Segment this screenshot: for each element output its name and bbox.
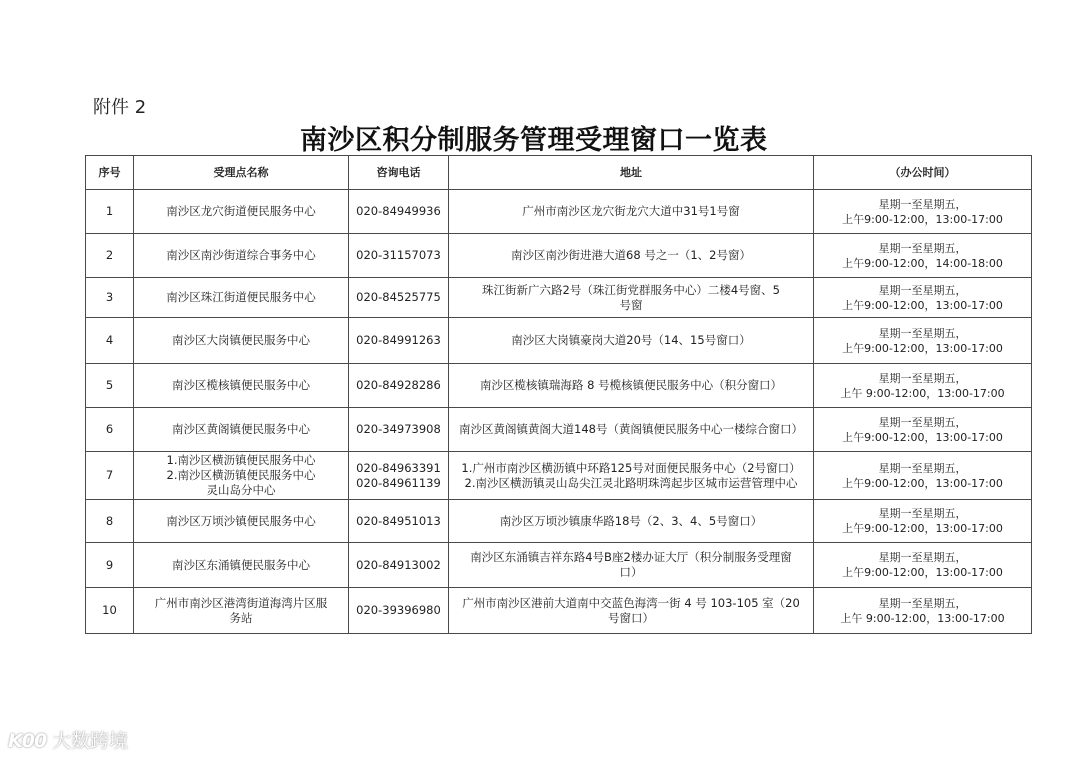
table-row	[86, 543, 1032, 588]
watermark-logo-icon: K00	[8, 730, 47, 752]
cell-hours	[814, 408, 1032, 452]
table-row	[86, 500, 1032, 543]
cell-address-line: 南沙区大岗镇豪岗大道20号（14、15号窗口）	[511, 333, 751, 347]
cell-address-line: 口）	[619, 565, 643, 579]
attachment-label: 附件 2	[93, 97, 147, 118]
cell-address	[449, 588, 814, 634]
watermark-text: 大数跨境	[52, 730, 129, 752]
cell-phone	[349, 318, 449, 364]
cell-phone-line: 020-84928286	[356, 378, 441, 392]
cell-hours	[814, 588, 1032, 634]
cell-address-line: 南沙区东涌镇吉祥东路4号B座2楼办证大厅（积分制服务受理窗	[470, 550, 792, 564]
cell-phone-line: 020-31157073	[356, 248, 441, 262]
cell-name	[134, 190, 349, 234]
table-row	[86, 588, 1032, 634]
cell-hours-line: 上午9:00-12:00，13:00-17:00	[842, 522, 1003, 535]
cell-address-line: 号窗	[619, 297, 643, 312]
cell-hours-line: 星期一至星期五，	[878, 507, 967, 520]
table-row	[86, 452, 1032, 500]
cell-hours	[814, 190, 1032, 234]
cell-phone-line: 020-84525775	[356, 290, 441, 304]
cell-name-line: 南沙区龙穴街道便民服务中心	[166, 204, 316, 218]
cell-phone	[349, 588, 449, 634]
cell-address	[449, 543, 814, 588]
cell-address	[449, 318, 814, 364]
table-row	[86, 278, 1032, 318]
cell-address	[449, 234, 814, 278]
cell-address-line: 南沙区南沙街进港大道68 号之一（1、2号窗）	[511, 248, 751, 262]
cell-name-line: 南沙区东涌镇便民服务中心	[172, 557, 310, 572]
cell-phone-line: 020-84991263	[356, 333, 441, 347]
cell-address-line: 广州市南沙区港前大道南中交蓝色海湾一街 4 号 103-105 室（20	[462, 595, 800, 610]
cell-no: 4	[86, 318, 134, 364]
cell-phone	[349, 543, 449, 588]
cell-hours	[814, 543, 1032, 588]
cell-hours-line: 星期一至星期五，	[878, 241, 967, 255]
cell-no: 5	[86, 364, 134, 408]
cell-phone-line: 020-84913002	[356, 557, 441, 572]
cell-hours	[814, 452, 1032, 500]
cell-address-line: 广州市南沙区龙穴街龙穴大道中31号1号窗	[522, 204, 740, 218]
cell-hours-line: 星期一至星期五，	[878, 283, 967, 297]
header-no: 序号	[86, 156, 134, 190]
table-row	[86, 190, 1032, 234]
document-title: 南沙区积分制服务管理受理窗口一览表	[300, 125, 768, 156]
cell-hours-line: 上午9:00-12:00，13:00-17:00	[842, 212, 1003, 226]
cell-phone-line: 020-39396980	[356, 603, 441, 617]
cell-hours-line: 上午9:00-12:00，13:00-17:00	[842, 476, 1003, 490]
cell-name	[134, 500, 349, 543]
cell-hours-line: 星期一至星期五，	[878, 596, 967, 610]
cell-hours-line: 上午 9:00-12:00，13:00-17:00	[840, 611, 1005, 625]
service-window-table	[85, 155, 1032, 634]
cell-address-line: 2.南沙区横沥镇灵山岛尖江灵北路明珠湾起步区城市运营管理中心	[464, 475, 798, 490]
table-row	[86, 318, 1032, 364]
cell-name-line: 1.南沙区横沥镇便民服务中心	[166, 453, 316, 467]
cell-hours-line: 星期一至星期五，	[878, 371, 967, 385]
cell-phone	[349, 408, 449, 452]
cell-hours-line: 上午9:00-12:00，13:00-17:00	[842, 430, 1003, 444]
cell-no: 2	[86, 234, 134, 278]
cell-hours-line: 星期一至星期五，	[878, 551, 967, 564]
cell-phone-line: 020-34973908	[356, 422, 441, 436]
cell-address	[449, 408, 814, 452]
cell-address-line: 南沙区黄阁镇黄阁大道148号（黄阁镇便民服务中心一楼综合窗口）	[459, 422, 803, 436]
cell-no: 8	[86, 500, 134, 543]
cell-phone-line: 020-84961139	[356, 475, 441, 490]
header-phone: 咨询电话	[349, 156, 449, 190]
cell-hours-line: 上午9:00-12:00，13:00-17:00	[842, 566, 1003, 579]
cell-name-line: 南沙区南沙街道综合事务中心	[166, 248, 316, 262]
cell-hours-line: 星期一至星期五，	[878, 461, 967, 475]
cell-hours-line: 上午9:00-12:00，13:00-17:00	[842, 341, 1003, 355]
cell-name-line: 务站	[229, 610, 253, 625]
cell-name-line: 2.南沙区横沥镇便民服务中心	[166, 468, 316, 482]
cell-no: 9	[86, 543, 134, 588]
cell-name	[134, 318, 349, 364]
cell-name	[134, 278, 349, 318]
cell-hours-line: 上午9:00-12:00，14:00-18:00	[842, 256, 1003, 270]
cell-phone	[349, 278, 449, 318]
table-header-row	[86, 156, 1032, 190]
cell-hours	[814, 364, 1032, 408]
cell-phone	[349, 452, 449, 500]
table-row	[86, 364, 1032, 408]
cell-address-line: 珠江街新广六路2号（珠江街党群服务中心）二楼4号窗、5	[482, 282, 780, 297]
cell-name	[134, 452, 349, 500]
cell-no: 7	[86, 452, 134, 500]
cell-address	[449, 364, 814, 408]
cell-address-line: 号窗口）	[608, 610, 654, 625]
cell-hours-line: 星期一至星期五，	[878, 197, 967, 211]
cell-name	[134, 234, 349, 278]
watermark	[8, 726, 128, 753]
cell-address	[449, 452, 814, 500]
cell-address	[449, 278, 814, 318]
cell-name-line: 南沙区万顷沙镇便民服务中心	[166, 513, 316, 528]
cell-hours	[814, 234, 1032, 278]
table-row	[86, 234, 1032, 278]
cell-no: 3	[86, 278, 134, 318]
cell-phone	[349, 500, 449, 543]
cell-no: 10	[86, 588, 134, 634]
cell-address-line: 南沙区万顷沙镇康华路18号（2、3、4、5号窗口）	[499, 513, 763, 528]
cell-address-line: 南沙区榄核镇瑞海路 8 号榄核镇便民服务中心（积分窗口）	[479, 378, 783, 392]
cell-no: 1	[86, 190, 134, 234]
cell-hours-line: 星期一至星期五，	[878, 415, 967, 429]
header-address: 地址	[449, 156, 814, 190]
header-hours: （办公时间）	[814, 156, 1032, 190]
cell-phone	[349, 364, 449, 408]
cell-name	[134, 588, 349, 634]
cell-no: 6	[86, 408, 134, 452]
cell-address	[449, 500, 814, 543]
header-name: 受理点名称	[134, 156, 349, 190]
cell-phone-line: 020-84949936	[356, 204, 441, 218]
cell-name-line: 广州市南沙区港湾街道海湾片区服	[154, 595, 328, 610]
cell-hours	[814, 318, 1032, 364]
cell-name-line: 灵山岛分中心	[206, 483, 276, 497]
cell-hours	[814, 500, 1032, 543]
cell-name-line: 南沙区大岗镇便民服务中心	[172, 333, 310, 347]
cell-name	[134, 364, 349, 408]
cell-hours-line: 上午9:00-12:00，13:00-17:00	[842, 298, 1003, 312]
cell-name-line: 南沙区黄阁镇便民服务中心	[172, 422, 310, 436]
cell-hours-line: 星期一至星期五，	[878, 326, 967, 340]
cell-phone	[349, 234, 449, 278]
cell-phone-line: 020-84951013	[356, 513, 441, 528]
cell-hours	[814, 278, 1032, 318]
cell-phone	[349, 190, 449, 234]
cell-address-line: 1.广州市南沙区横沥镇中环路125号对面便民服务中心（2号窗口）	[461, 460, 801, 475]
table-row	[86, 408, 1032, 452]
cell-name-line: 南沙区榄核镇便民服务中心	[172, 378, 310, 392]
cell-name	[134, 543, 349, 588]
cell-name-line: 南沙区珠江街道便民服务中心	[166, 290, 316, 304]
cell-phone-line: 020-84963391	[356, 460, 441, 475]
cell-hours-line: 上午 9:00-12:00，13:00-17:00	[840, 386, 1005, 400]
cell-address	[449, 190, 814, 234]
cell-name	[134, 408, 349, 452]
